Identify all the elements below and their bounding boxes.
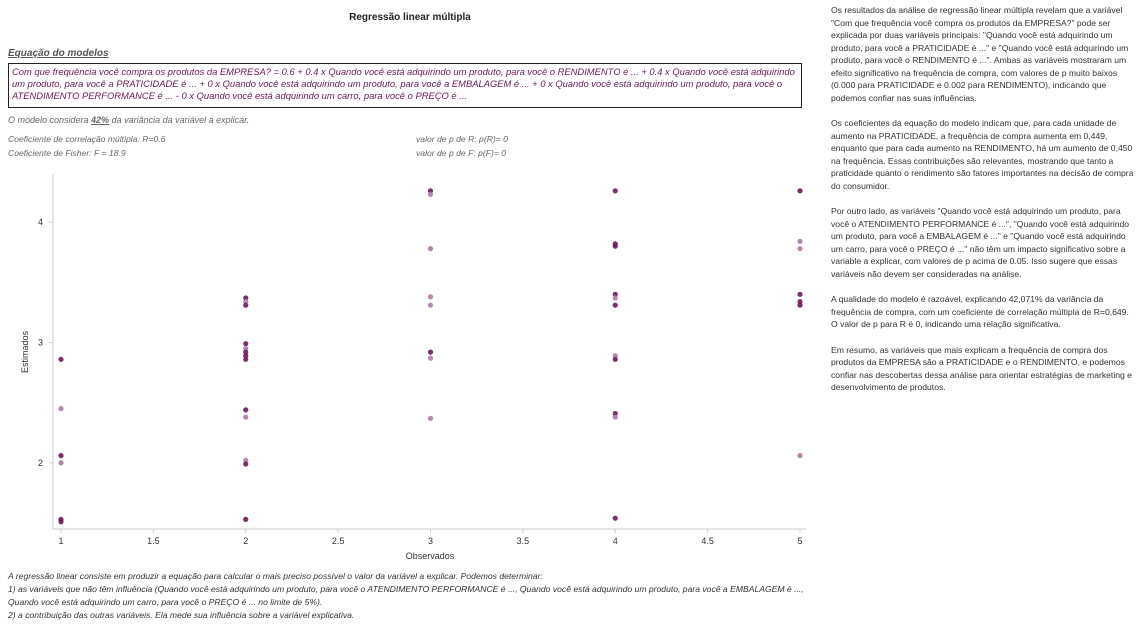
scatter-point <box>243 357 248 362</box>
stat-fisher: Coeficiente de Fisher: F = 18.9 <box>8 148 126 158</box>
x-tick-label: 5 <box>797 536 803 546</box>
stat-correlation: Coeficiente de correlação múltipla: R=0.6 <box>8 134 166 144</box>
scatter-point <box>243 407 248 412</box>
scatter-point <box>243 303 248 308</box>
scatter-point <box>797 292 802 297</box>
y-tick-label: 2 <box>37 457 43 468</box>
analysis-paragraph: Por outro lado, as variáveis "Quando você está adquirindo um produto, para você o ATENDIMENTO PERFORMANCE é ...", "Quando você está adquirindo um produto, para você a EMBALAGEM é ..." e "Quando você está adquirindo um carro, para você o PREÇO é ..." não têm um impacto significativo sobre a variable a explicar, com valores de p acima de 0.05. Isso sugere que essas variáveis não devem ser consideradas na análise. <box>831 206 1130 279</box>
chart-points <box>58 188 802 524</box>
scatter-point <box>613 357 618 362</box>
scatter-point <box>243 461 248 466</box>
scatter-point <box>58 519 63 524</box>
scatter-point <box>613 244 618 249</box>
x-axis-label: Observados <box>405 551 455 561</box>
scatter-point <box>613 414 618 419</box>
x-tick-label: 4 <box>612 536 618 546</box>
footer-line-2: 1) as variáveis que não têm influência (Quando você está adquirindo um produto, para você o ATENDIMENTO PERFORMANCE é ..., Quando você está adquirindo um produto, para você a EMBALAGEM é ..., Quando você está adquirindo um carro, para você o PREÇO é ... no limite de 5%). <box>8 584 804 607</box>
analysis-paragraph: A qualidade do modelo é razoável, explicando 42,071% da variância da frequência de compra, com um coeficiente de correlação múltipla de R=0,649. O valor de p para R é 0, indicando uma relação significativa. <box>831 294 1129 329</box>
equation-heading: Equação do modelos <box>8 48 109 59</box>
scatter-point <box>797 303 802 308</box>
chart-ticks <box>38 217 803 546</box>
x-tick-label: 4.5 <box>701 536 714 546</box>
scatter-chart <box>0 168 820 566</box>
scatter-point <box>243 414 248 419</box>
analysis-paragraph: Os resultados da análise de regressão linear múltipla revelam que a variável "Com que frequência você compra os produtos da EMPRESA?" pode ser explicada por duas variáveis principais: "Quando você está adquirindo um produto, para você a PRATICIDADE é ..." e "Quando você está adquirindo um produto, para você o RENDIMENTO é ...". Ambas as variáveis mostraram um efeito significativo na frequência de compra, com valores de p muito baixos (0.000 para PRATICIDADE e 0.002 para RENDIMENTO), indicando que podemos confiar nas suas influências. <box>831 5 1129 103</box>
scatter-point <box>428 294 433 299</box>
scatter-point <box>428 192 433 197</box>
variance-prefix: O modelo considera <box>8 115 92 125</box>
footer-line-1: A regressão linear consiste em produzir a equação para calcular o mais preciso possível o valor da variável a explicar. Podemos determinar: <box>8 571 543 581</box>
equation-box: Com que frequência você compra os produtos da EMPRESA? = 0.6 + 0.4 x Quando você está adquirindo um produto, para você o RENDIMENTO é ... + 0.4 x Quando você está adquirindo um produto, para você a PRATICIDADE é ... + 0 x Quando você está adquirindo um produto, para você a EMBALAGEM é ... + 0 x Quando você está adquirindo um produto, para você o ATENDIMENTO PERFORMANCE é ... - 0 x Quando você está adquirindo um carro, para você o PREÇO é ... <box>8 63 802 108</box>
scatter-point <box>58 453 63 458</box>
scatter-point <box>613 516 618 521</box>
x-tick-label: 3 <box>427 536 434 546</box>
scatter-point <box>243 517 248 522</box>
scatter-point <box>428 416 433 421</box>
x-tick-label: 1 <box>58 536 64 546</box>
scatter-point <box>428 303 433 308</box>
stat-p-r: valor de p de R: p(R)= 0 <box>416 134 508 144</box>
scatter-point <box>58 406 63 411</box>
scatter-point <box>613 188 618 193</box>
scatter-point <box>428 356 433 361</box>
scatter-point <box>58 357 63 362</box>
x-tick-label: 2 <box>243 536 249 546</box>
x-tick-label: 3.5 <box>516 536 530 546</box>
scatter-point <box>58 460 63 465</box>
scatter-point <box>428 350 433 355</box>
scatter-point <box>613 303 618 308</box>
x-tick-label: 1.5 <box>147 536 160 546</box>
y-tick-label: 3 <box>37 337 43 348</box>
scatter-point <box>428 246 433 251</box>
variance-suffix: da variância da variável a explicar. <box>109 115 250 125</box>
analysis-paragraph: Os coeficientes da equação do modelo indicam que, para cada unidade de aumento na PRATICIDADE, a frequência de compra aumenta em 0,449, enquanto que para cada aumento na RENDIMENTO, há um aumento de 0,450 na frequência. Essas contribuições são relevantes, mostrando que tanto a praticidade quanto o rendimento são fatores importantes na decisão de compra do consumidor. <box>831 118 1134 191</box>
y-tick-label: 4 <box>37 217 43 228</box>
scatter-point <box>797 453 802 458</box>
scatter-point <box>797 188 802 193</box>
scatter-point <box>797 239 802 244</box>
scatter-point <box>797 246 802 251</box>
analysis-panel <box>831 4 1136 407</box>
x-tick-label: 2.5 <box>331 536 345 546</box>
stat-p-f: valor de p de F: p(F)= 0 <box>416 148 507 158</box>
scatter-point <box>243 341 248 346</box>
analysis-paragraph: Em resumo, as variáveis que mais explicam a frequência de compra dos produtos da EMPRESA são a PRATICIDADE e o RENDIMENTO, e podemos confiar nas descobertas dessa análise para orientar estratégias de marketing e desenvolvimento de produtos. <box>831 344 1132 392</box>
footer-notes <box>8 570 818 622</box>
scatter-point <box>613 295 618 300</box>
variance-value: 42% <box>91 115 110 125</box>
y-axis-label: Estimados <box>20 330 30 374</box>
page-title: Regressão linear múltipla <box>349 12 471 23</box>
variance-note <box>8 115 249 125</box>
footer-line-3: 2) a contribuição das outras variáveis. Ela mede sua influência sobre a variável explicativa. <box>8 610 355 620</box>
